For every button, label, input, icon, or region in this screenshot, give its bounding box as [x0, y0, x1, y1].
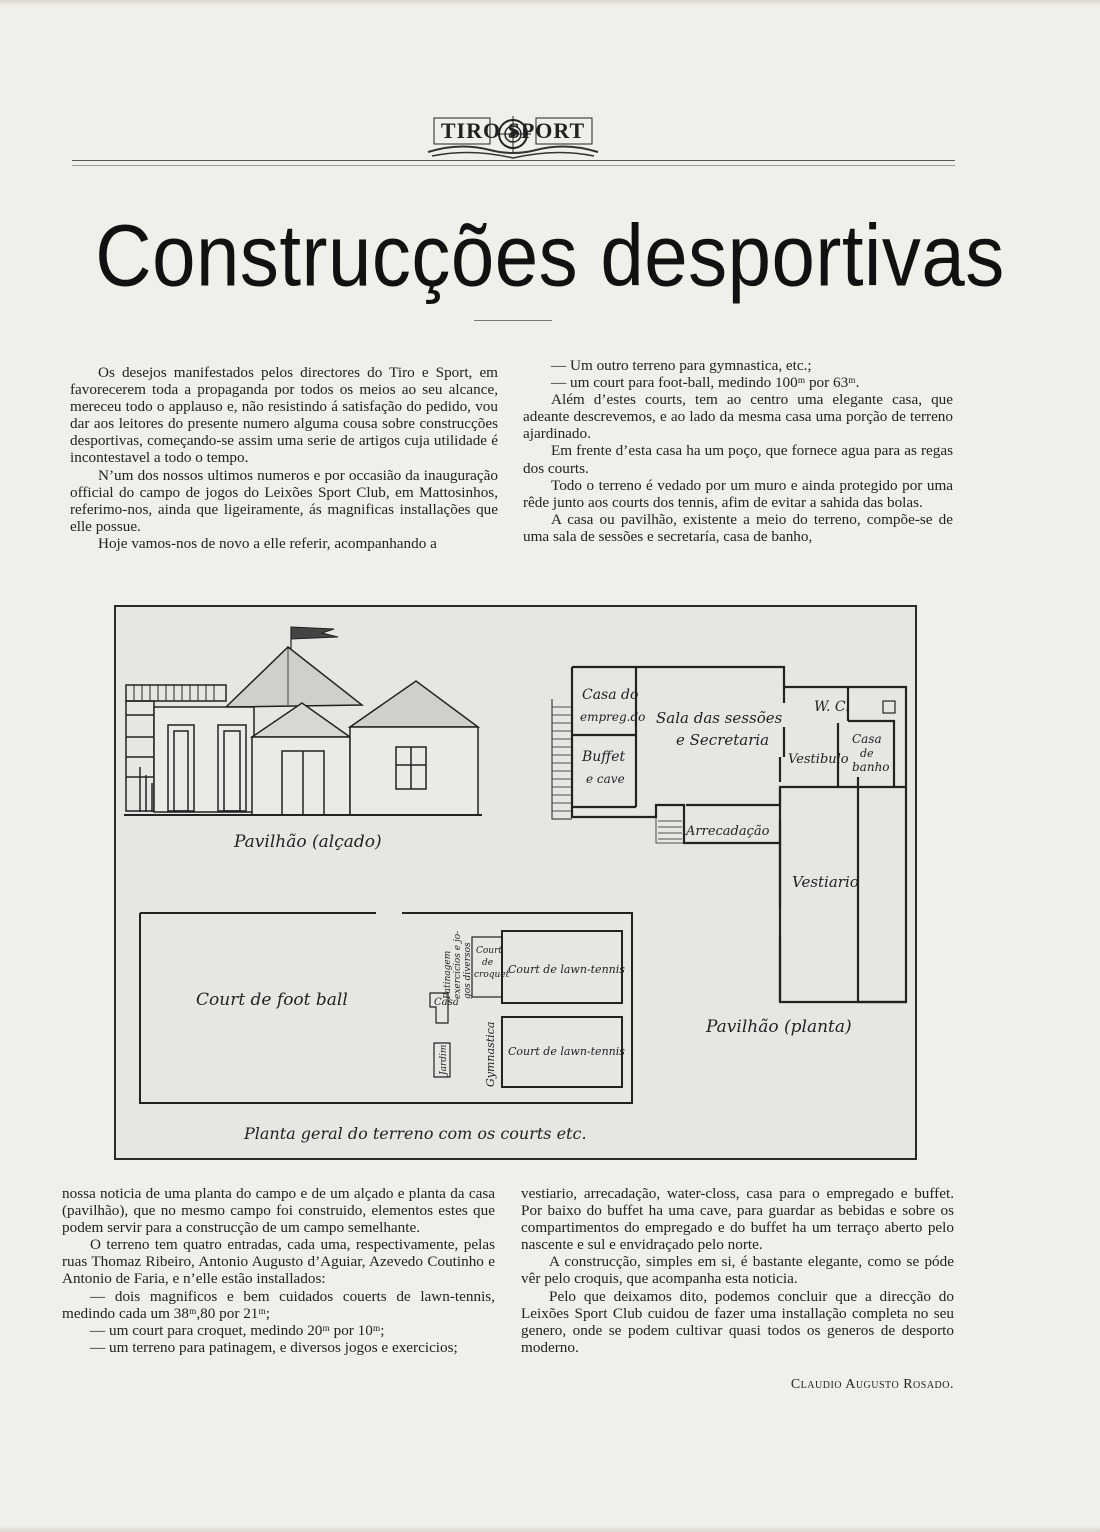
page-edge: [0, 0, 1100, 6]
title-rule: [474, 320, 552, 321]
site-patinagem: gos diversos: [463, 942, 473, 999]
room-casa-empregado: empreg.do: [580, 710, 646, 724]
plate-drawing: [116, 607, 915, 1158]
paragraph: — Um outro terreno para gymnastica, etc.;: [551, 357, 812, 374]
paragraph: Os desejos manifestados pelos directores do Tiro e Sport, em favorecerem toda a propaganda por todos os meios ao seu alcance, mereceu todo o applauso e, não resistindo á satisfação do pedido, vou dar aos leitores do presente numero alguma cousa sobre construcções desportivas, começando-se assim uma serie de artigos cuja utilidade é incontestavel a todo o tempo.: [70, 364, 498, 467]
list-item: — um court para croquet, medindo 20ᵐ por 10ᵐ;: [90, 1321, 385, 1339]
site-patinagem: Patinagem: [443, 950, 453, 999]
column-bottom-right: [521, 1185, 954, 1393]
site-croquet: Court: [476, 946, 503, 956]
paragraph: A casa ou pavilhão, existente a meio do terreno, compõe-se de uma sala de sessões e secretaría, casa de banho,: [523, 510, 953, 545]
elevation-caption: Pavilhão (alçado): [234, 832, 382, 852]
paragraph: A construcção, simples em si, é bastante elegante, como se póde vêr pelo croquis, que acompanha esta noticia.: [521, 1253, 954, 1288]
paragraph: N’um dos nossos ultimos numeros e por occasião da inauguração official do campo de jogos do Leixões Sport Club, em Mattosinhos, referimo-nos, ainda que ligeiramente, ás magnificas installações que elle possue.: [70, 466, 498, 535]
site-caption: Planta geral do terreno com os courts etc.: [244, 1124, 587, 1143]
site-patinagem: exercicios e jo-: [453, 930, 463, 999]
room-casa-banho: Casa: [852, 732, 882, 746]
site-casa: Casa: [434, 997, 459, 1008]
plan-room-labels: [580, 687, 890, 891]
paragraph: Em frente d’esta casa ha um poço, que fornece agua para as regas dos courts.: [523, 442, 953, 477]
plan-caption: Pavilhão (planta): [706, 1017, 852, 1037]
room-casa-banho: banho: [852, 760, 890, 774]
author-signature: [521, 1376, 954, 1393]
site-croquet: croquet: [474, 970, 510, 980]
paragraph: Todo o terreno é vedado por um muro e ainda protegido por uma rêde junto aos courts dos tennis, afim de evitar a sahida das bolas.: [523, 476, 953, 511]
room-vestiario: Vestiario: [792, 873, 859, 891]
room-sala: Sala das sessões: [656, 709, 783, 727]
masthead-text: TIRO SPORT: [440, 118, 586, 143]
list-item: — um terreno para patinagem, e diversos jogos e exercicios;: [90, 1338, 458, 1356]
pavilion-elevation: [124, 627, 482, 815]
room-arrecadacao: Arrecadação: [686, 824, 770, 839]
room-buffet: Buffet: [582, 749, 626, 765]
list-item: — dois magnificos e bem cuidados couerts de lawn-tennis, medindo cada um 38ᵐ,80 por 21ᵐ;: [62, 1287, 495, 1322]
site-jardim: Jardim: [439, 1044, 449, 1075]
room-buffet: e cave: [586, 772, 625, 786]
paragraph: O terreno tem quatro entradas, cada uma, respectivamente, pelas ruas Thomaz Ribeiro, Antonio Augusto d’Aguiar, Azevedo Coutinho e Antonio de Faria, e n’elle estão installados:: [62, 1236, 495, 1288]
header-rule: [72, 165, 955, 166]
header-rule: [72, 160, 955, 161]
site-football: Court de foot ball: [196, 990, 348, 1010]
paragraph: — um court para foot-ball, medindo 100ᵐ por 63ᵐ.: [551, 374, 860, 392]
paragraph: Pelo que deixamos dito, podemos concluir que a direcção do Leixões Sport Club cuidou de fazer uma installação completa no seu genero, onde se podem cultivar quasi todos os generos de desporto moderno.: [521, 1287, 954, 1356]
site-croquet: de: [482, 958, 494, 968]
site-lawn-tennis-2: Court de lawn-tennis: [508, 1045, 625, 1058]
room-wc: W. C.: [814, 699, 850, 715]
room-casa-banho: de: [860, 747, 874, 760]
column-bottom-left: [62, 1185, 495, 1356]
paragraph: Hoje vamos-nos de novo a elle referir, acompanhando a: [98, 534, 437, 552]
room-sala: e Secretaria: [676, 731, 770, 749]
site-labels: [196, 931, 625, 1087]
room-vestibulo: Vestibulo: [788, 752, 849, 767]
room-casa-empregado: Casa do: [582, 687, 639, 703]
page-edge: [0, 1526, 1100, 1532]
site-lawn-tennis-1: Court de lawn-tennis: [508, 963, 625, 976]
column-top-left: [70, 364, 498, 552]
site-gymnastica: Gymnastica: [484, 1021, 497, 1087]
article-title: Construcções desportivas: [95, 206, 1005, 305]
paragraph: vestiario, arrecadação, water-closs, casa para o empregado e buffet. Por baixo do buffet ha uma cave, para guardar as bebidas e sobre os compartimentos do empregado e do buffet ha um terraço aberto pelo nascente e sul e envidraçado pelo norte.: [521, 1185, 954, 1254]
paragraph: nossa noticia de uma planta do campo e de um alçado e planta da casa (pavilhão), que no mesmo campo foi construido, elementos estes que podem servir para a construcção de um campo semelhante.: [62, 1185, 495, 1237]
masthead-logo: [420, 112, 606, 164]
paragraph: Além d’estes courts, tem ao centro uma elegante casa, que adeante descrevemos, e ao lado da mesma casa uma porção de terreno ajardinado.: [523, 391, 953, 443]
column-top-right: [523, 357, 953, 545]
author-name: Claudio Augusto Rosado.: [790, 1376, 954, 1392]
architectural-plate: [114, 605, 917, 1160]
